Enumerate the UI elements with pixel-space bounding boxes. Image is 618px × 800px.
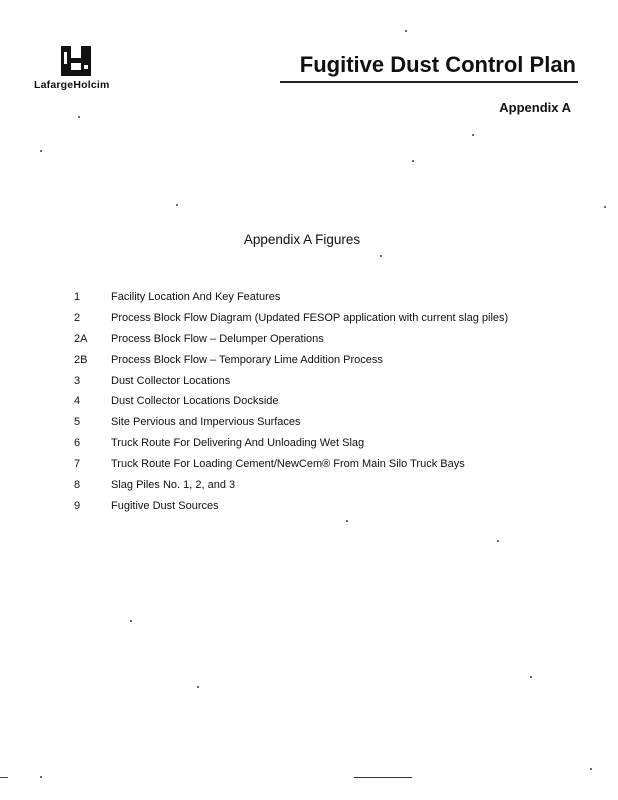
figure-number: 2B — [74, 353, 88, 366]
lafargeholcim-logo-icon — [60, 44, 94, 78]
figure-title: Truck Route For Delivering And Unloading Wet Slag — [111, 437, 365, 450]
appendix-label: Appendix A — [499, 100, 571, 115]
scan-speck — [176, 204, 178, 206]
figure-title: Process Block Flow Diagram (Updated FESOP application with current slag piles) — [111, 311, 509, 324]
figure-title: Dust Collector Locations — [111, 374, 231, 387]
figure-number: 1 — [74, 291, 81, 303]
scan-speck — [346, 520, 348, 522]
scan-speck — [412, 160, 414, 162]
document-title: Fugitive Dust Control Plan — [299, 52, 576, 77]
company-logo — [34, 44, 124, 96]
figure-title: Dust Collector Locations Dockside — [111, 395, 279, 408]
figure-row — [74, 312, 594, 333]
scan-speck — [380, 255, 382, 257]
figure-number: 2 — [74, 311, 81, 324]
figure-row — [74, 375, 594, 396]
figure-row — [74, 354, 594, 375]
figure-title: Process Block Flow – Delumper Operations — [111, 332, 324, 345]
figures-list — [74, 291, 594, 521]
figure-title: Truck Route For Loading Cement/NewCem® From Main Silo Truck Bays — [111, 458, 465, 471]
scan-speck — [405, 30, 407, 32]
figure-number: 9 — [74, 499, 81, 512]
figure-number: 2A — [74, 332, 88, 345]
footer-divider — [354, 777, 412, 778]
scan-speck — [530, 676, 532, 678]
figure-row — [74, 291, 594, 312]
scan-speck — [130, 620, 132, 622]
scan-speck — [472, 134, 474, 136]
scan-speck — [40, 150, 42, 152]
figure-title: Site Pervious and Impervious Surfaces — [111, 416, 301, 429]
figure-row — [74, 437, 594, 458]
figure-row — [74, 500, 594, 521]
figure-row — [74, 333, 594, 354]
figure-title: Slag Piles No. 1, 2, and 3 — [111, 479, 236, 492]
logo-text: LafargeHolcim — [34, 79, 110, 91]
figure-number: 4 — [74, 395, 81, 408]
header-divider — [280, 81, 578, 83]
scan-speck — [40, 776, 42, 778]
scan-speck — [497, 540, 499, 542]
scan-speck — [604, 206, 606, 208]
figure-number: 3 — [74, 374, 81, 387]
figure-row — [74, 395, 594, 416]
figure-row — [74, 479, 594, 500]
figure-row — [74, 458, 594, 479]
figure-number: 7 — [74, 458, 81, 471]
figure-row — [74, 416, 594, 437]
figure-title: Process Block Flow – Temporary Lime Addition Process — [111, 353, 383, 366]
scan-speck — [197, 686, 199, 688]
figure-number: 8 — [74, 479, 81, 492]
figure-number: 5 — [74, 416, 81, 429]
figure-title: Fugitive Dust Sources — [111, 499, 219, 512]
scan-speck — [78, 116, 80, 118]
figure-title: Facility Location And Key Features — [111, 291, 281, 303]
edge-mark — [0, 777, 8, 778]
scan-speck — [590, 768, 592, 770]
figures-heading: Appendix A Figures — [243, 232, 361, 247]
figure-number: 6 — [74, 437, 81, 450]
